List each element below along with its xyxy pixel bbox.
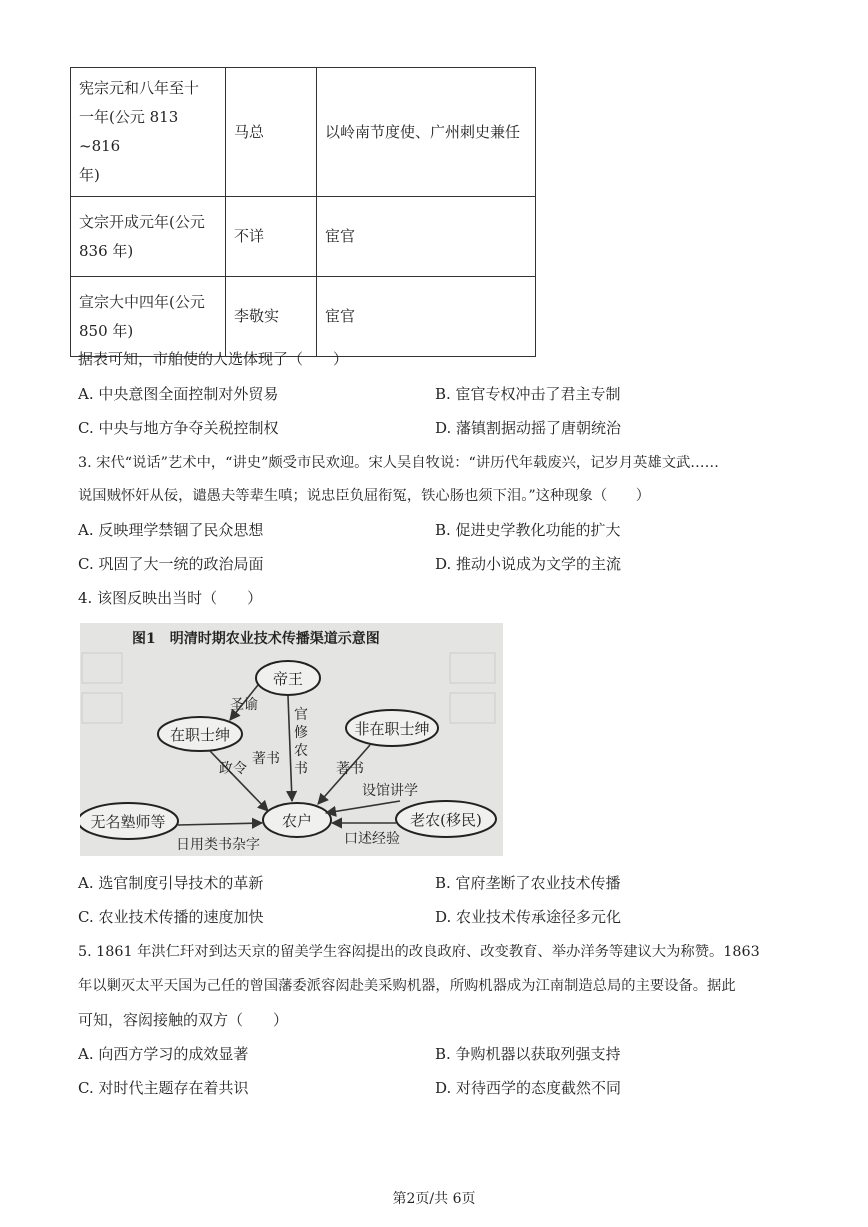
page-footer: 第2页/共 6页 xyxy=(392,1191,476,1207)
table-row xyxy=(71,277,536,357)
q4-option-d[interactable]: D. 农业技术传承途径多元化 xyxy=(435,908,622,926)
q5-option-d[interactable]: D. 对待西学的态度截然不同 xyxy=(435,1079,622,1097)
q2-option-c[interactable]: C. 中央与地方争夺关税控制权 xyxy=(78,419,279,437)
period-line: 年) xyxy=(79,166,100,184)
label-guanxiu xyxy=(294,707,308,777)
node-official-label: 在职士绅 xyxy=(169,726,231,744)
q3-option-b[interactable]: B. 促进史学教化功能的扩大 xyxy=(435,521,621,539)
q4-option-a[interactable]: A. 选官制度引导技术的革新 xyxy=(78,874,264,892)
period-line: 文宗开成元年(公元 xyxy=(79,212,205,231)
q5-option-b[interactable]: B. 争购机器以获取列强支持 xyxy=(435,1045,621,1063)
node-non-official-label: 非在职士绅 xyxy=(354,720,430,738)
table-row xyxy=(71,197,536,277)
q2-stem: 据表可知，市舶使的人选体现了（ ） xyxy=(78,350,349,368)
q4-stem: 4. 该图反映出当时（ ） xyxy=(78,589,263,607)
label-zhengling: 政令 xyxy=(219,761,247,777)
period-line: 宣宗大中四年(公元 xyxy=(79,292,205,311)
label-zhushu1: 著书 xyxy=(252,751,280,767)
name-cell: 李敬实 xyxy=(226,277,317,357)
diagram-title: 图1 明清时期农业技术传播渠道示意图 xyxy=(132,631,380,647)
q4-option-c[interactable]: C. 农业技术传播的速度加快 xyxy=(78,908,264,926)
arrow-guanxiu xyxy=(288,696,292,801)
shiboshi-table xyxy=(70,67,536,357)
identity-cell: 以岭南节度使、广州刺史兼任 xyxy=(317,68,536,197)
label-shengyu: 圣谕 xyxy=(230,697,258,713)
identity-cell: 宦官 xyxy=(317,197,536,277)
node-old-farmer-label: 老农(移民) xyxy=(410,811,482,829)
q5-stem-line1: 5. 1861 年洪仁玕对到达天京的留美学生容闳提出的改良政府、改变教育、举办洋务等建议大为称赞。1863 xyxy=(78,944,760,960)
q2-option-b[interactable]: B. 宦官专权冲击了君主专制 xyxy=(435,385,621,403)
svg-text:书: 书 xyxy=(294,761,308,777)
period-line: 宪宗元和八年至十 xyxy=(79,79,200,97)
q5-option-c[interactable]: C. 对时代主题存在着共识 xyxy=(78,1079,249,1097)
period-cell xyxy=(71,277,226,357)
label-zhushu2: 著书 xyxy=(336,761,364,777)
node-teacher-label: 无名塾师等 xyxy=(90,813,166,831)
period-line: 一年(公元 813 ~816 xyxy=(79,108,179,155)
q3-stem-line2: 说国贼怀奸从佞，谴愚夫等辈生嗔；说忠臣负屈衔冤，铁心肠也须下泪。”这种现象（ ） xyxy=(78,488,651,504)
arrow-riyong xyxy=(178,823,262,825)
arrow-sheguan xyxy=(326,801,400,813)
q2-option-a[interactable]: A. 中央意图全面控制对外贸易 xyxy=(78,385,279,403)
identity-cell: 宦官 xyxy=(317,277,536,357)
q3-option-a[interactable]: A. 反映理学禁锢了民众思想 xyxy=(78,521,264,539)
name-cell: 马总 xyxy=(226,68,317,197)
q4-option-b[interactable]: B. 官府垄断了农业技术传播 xyxy=(435,874,621,892)
period-line: 836 年) xyxy=(79,241,134,260)
svg-text:官: 官 xyxy=(294,707,308,723)
period-cell xyxy=(71,197,226,277)
svg-text:修: 修 xyxy=(294,725,308,741)
label-koushu: 口述经验 xyxy=(344,831,400,847)
table-row xyxy=(71,68,536,197)
agri-tech-diagram xyxy=(80,623,503,856)
node-emperor-label: 帝王 xyxy=(272,670,304,688)
period-line: 850 年) xyxy=(79,321,134,340)
label-sheguan: 设馆讲学 xyxy=(362,783,418,799)
q3-option-c[interactable]: C. 巩固了大一统的政治局面 xyxy=(78,555,264,573)
q3-stem-line1: 3. 宋代“说话”艺术中，“讲史”颇受市民欢迎。宋人吴自牧说：“讲历代年载废兴，记岁月英雄文武…… xyxy=(78,455,719,471)
period-cell xyxy=(71,68,226,197)
q5-stem-line3: 可知，容闳接触的双方（ ） xyxy=(78,1011,289,1029)
label-riyong: 日用类书杂字 xyxy=(176,837,260,853)
q5-option-a[interactable]: A. 向西方学习的成效显著 xyxy=(78,1045,249,1063)
q2-option-d[interactable]: D. 藩镇割据动摇了唐朝统治 xyxy=(435,419,622,437)
q5-stem-line2: 年以剿灭太平天国为己任的曾国藩委派容闳赴美采购机器，所购机器成为江南制造总局的主要设备。据此 xyxy=(78,978,736,994)
q3-option-d[interactable]: D. 推动小说成为文学的主流 xyxy=(435,555,622,573)
node-farmer-label: 农户 xyxy=(281,812,313,830)
svg-text:农: 农 xyxy=(294,743,308,759)
name-cell: 不详 xyxy=(226,197,317,277)
